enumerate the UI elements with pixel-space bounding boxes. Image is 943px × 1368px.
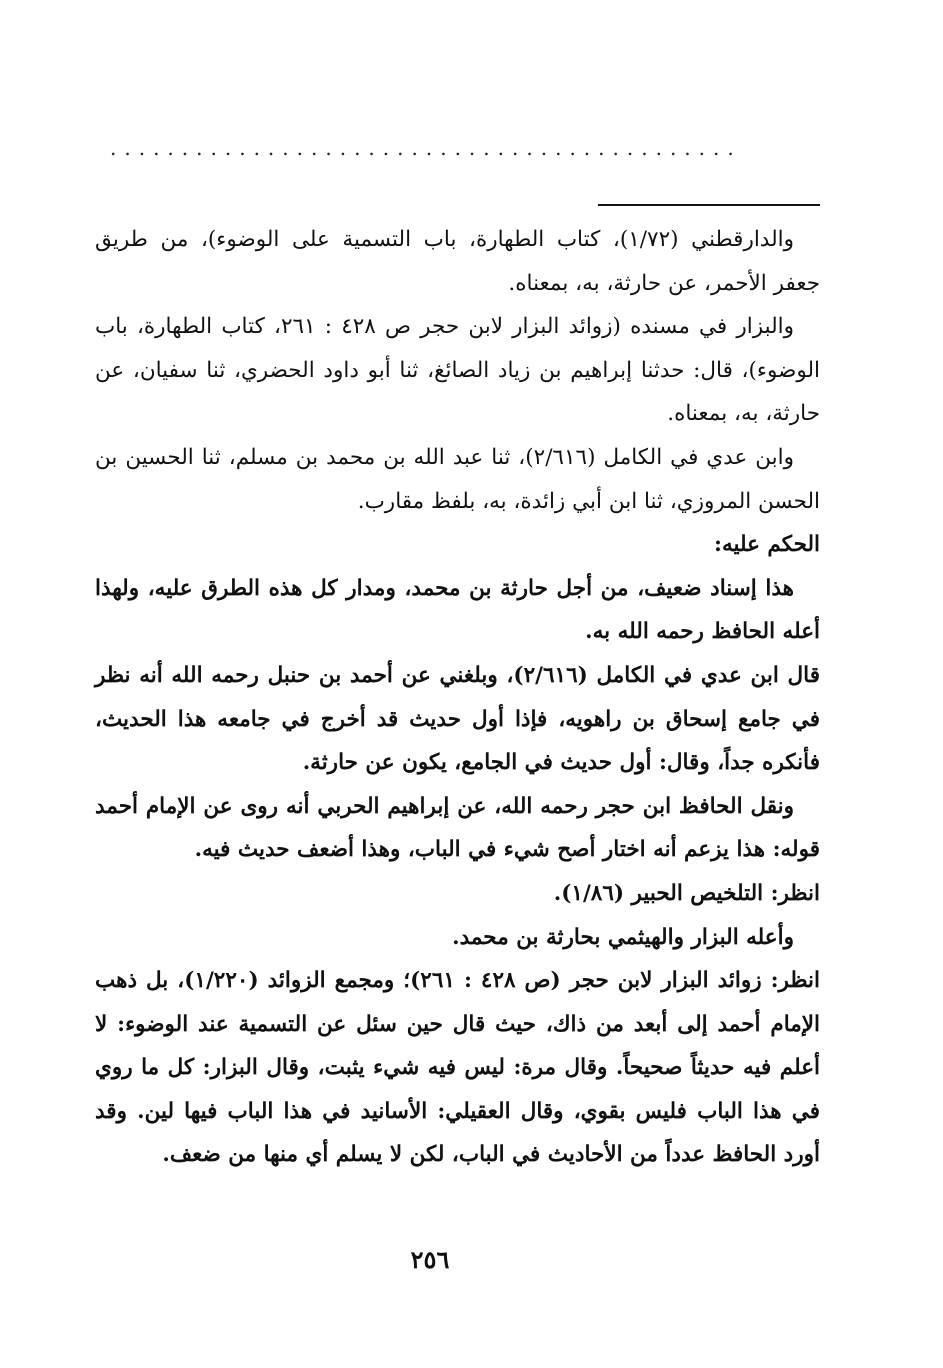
page-body <box>95 218 820 1177</box>
paragraph-bazzar: والبزار في مسنده (زوائد البزار لابن حجر ص ٤٢٨ : ٢٦١، كتاب الطهارة، باب الوضوء)، قال: حدثنا إبراهيم بن زياد الصائغ، ثنا أبو داود الحضري، ثنا سفيان، عن حارثة، به، بمعناه. <box>95 314 820 427</box>
reference-talkhis: انظر: التلخيص الحبير (١/٨٦). <box>553 880 820 906</box>
paragraph-conclusion: انظر: زوائد البزار لابن حجر (ص ٤٢٨ : ٢٦١)؛ ومجمع الزوائد (١/٢٢٠)، بل ذهب الإمام أحمد إلى أبعد من ذاك، حيث قال حين سئل عن التسمية عند الوضوء: لا أعلم فيه حديثاً صحيحاً. وقال مرة: ليس فيه شيء يثبت، وقال البزار: كل ما روي في هذا الباب فليس بقوي، وقال العقيلي: الأسانيد في هذا الباب فيها لين. وقد أورد الحافظ عدداً من الأحاديث في الباب، لكن لا يسلم أي منها من ضعف. <box>95 968 820 1168</box>
page-number: ٢٥٦ <box>410 1245 450 1274</box>
paragraph-ibn-hajar-quote: ونقل الحافظ ابن حجر رحمه الله، عن إبراهيم الحربي أنه روى عن الإمام أحمد قوله: هذا يزعم أنه اختار أصح شيء في الباب، وهذا أضعف حديث فيه. <box>95 793 820 863</box>
footnote-rule <box>598 204 820 206</box>
paragraph-ibn-adi: وابن عدي في الكامل (٢/٦١٦)، ثنا عبد الله بن محمد بن مسلم، ثنا الحسين بن الحسن المروزي، ثنا ابن أبي زائدة، به، بلفظ مقارب. <box>95 444 820 514</box>
paragraph-bazzar-haythami: وأعله البزار والهيثمي بحارثة بن محمد. <box>452 924 794 950</box>
paragraph-ruling: هذا إسناد ضعيف، من أجل حارثة بن محمد، ومدار كل هذه الطرق عليه، ولهذا أعله الحافظ رحمه الله به. <box>95 575 820 645</box>
dotted-separator: ............................................ <box>110 140 742 156</box>
paragraph-daraqutni: والدارقطني (١/٧٢)، كتاب الطهارة، باب التسمية على الوضوء)، من طريق جعفر الأحمر، عن حارثة، به، بمعناه. <box>95 227 820 296</box>
ruling-heading: الحكم عليه: <box>714 532 820 558</box>
paragraph-ibn-adi-quote: قال ابن عدي في الكامل (٢/٦١٦)، وبلغني عن أحمد بن حنبل رحمه الله أنه نظر في جامع إسحاق بن راهويه، فإذا أول حديث قد أخرج في جامعه هذا الحديث، فأنكره جداً، وقال: أول حديث في الجامع، يكون عن حارثة. <box>95 662 820 776</box>
